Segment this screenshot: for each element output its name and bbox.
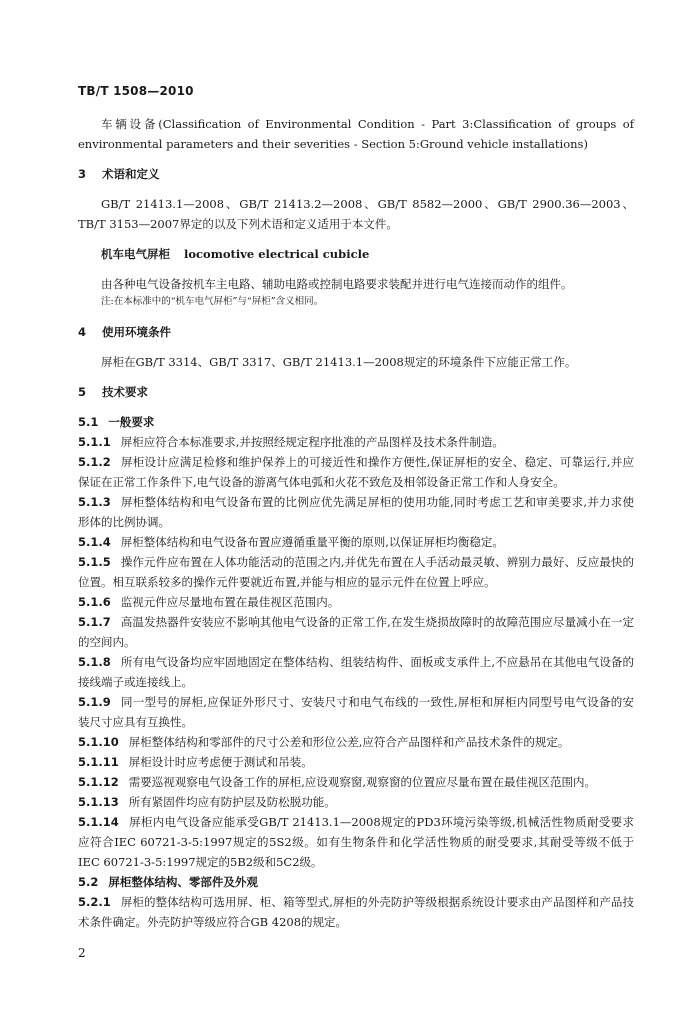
clause bbox=[78, 772, 634, 792]
clause-text: 所有紧固件均应有防护层及防松脱功能。 bbox=[128, 795, 336, 809]
clause-text: 屏柜整体结构、零部件及外观 bbox=[108, 875, 258, 889]
clause-number: 5.1.9 bbox=[78, 695, 111, 709]
clause-number: 5.1.4 bbox=[78, 535, 111, 549]
clause-text: 操作元件应布置在人体功能活动的范围之内,并优先布置在人手活动最灵敏、辨别力最好、反应最快的位置。相互联系较多的操作元件要就近布置,并能与相应的显示元件在位置上呼应。 bbox=[78, 555, 634, 589]
section-number: 5 bbox=[78, 385, 87, 399]
clause bbox=[78, 532, 634, 552]
clause bbox=[78, 432, 634, 452]
term-entry bbox=[101, 244, 634, 264]
clause-text: 屏柜设计时应考虑便于测试和吊装。 bbox=[128, 755, 313, 769]
clause-text: 屏柜整体结构和零部件的尺寸公差和形位公差,应符合产品图样和产品技术条件的规定。 bbox=[128, 735, 570, 749]
section-4-paragraph: 屏柜在GB/T 3314、GB/T 3317、GB/T 21413.1—2008规定的环境条件下应能正常工作。 bbox=[101, 355, 577, 369]
clause-number: 5.1.3 bbox=[78, 495, 111, 509]
clause-number: 5.1.6 bbox=[78, 595, 111, 609]
clause bbox=[78, 652, 634, 692]
clause-number: 5.2 bbox=[78, 875, 99, 889]
clause-text: 屏柜设计应满足检修和维护保养上的可接近性和操作方便性,保证屏柜的安全、稳定、可靠运行,并应保证在正常工作条件下,电气设备的游离气体电弧和火花不致危及相邻设备正常工作和人身安全。 bbox=[78, 455, 634, 489]
standard-code-header: TB/T 1508—2010 bbox=[78, 84, 194, 98]
clause-text: 一般要求 bbox=[108, 415, 155, 429]
section-heading-5 bbox=[78, 382, 634, 402]
section-title: 使用环境条件 bbox=[102, 325, 171, 339]
clause-number: 5.1.7 bbox=[78, 615, 111, 629]
clause bbox=[78, 612, 634, 652]
clause-text: 屏柜的整体结构可选用屏、柜、箱等型式,屏柜的外壳防护等级根据系统设计要求由产品图样和产品技术条件确定。外壳防护等级应符合GB 4208的规定。 bbox=[78, 895, 634, 929]
section-heading-4 bbox=[78, 322, 634, 342]
clause-number: 5.1.5 bbox=[78, 555, 111, 569]
clause-text: 屏柜内电气设备应能承受GB/T 21413.1—2008规定的PD3环境污染等级,机械活性物质耐受要求应符合IEC 60721-3-5:1997规定的5S2级。如有生物条件和化学活性物质的耐受要求,其耐受等级不低于IEC 60721-3-5:1997规定的5B2级和5C2级。 bbox=[78, 815, 634, 869]
clause-number: 5.1.2 bbox=[78, 455, 111, 469]
clause-text: 屏柜整体结构和电气设备布置的比例应优先满足屏柜的使用功能,同时考虑工艺和审美要求,并力求使形体的比例协调。 bbox=[78, 495, 634, 529]
clause-number: 5.1.14 bbox=[78, 815, 119, 829]
clause-number: 5.1.1 bbox=[78, 435, 111, 449]
clause bbox=[78, 692, 634, 732]
clause bbox=[78, 452, 634, 492]
clause bbox=[78, 552, 634, 592]
clause-text: 屏柜应符合本标准要求,并按照经规定程序批准的产品图样及技术条件制造。 bbox=[120, 435, 504, 449]
page-number: 2 bbox=[78, 946, 86, 960]
clause-number: 5.1 bbox=[78, 415, 99, 429]
clause-list bbox=[78, 412, 634, 932]
section-heading-3 bbox=[78, 164, 634, 184]
clause-text: 高温发热器件安装应不影响其他电气设备的正常工作,在发生烧损故障时的故障范围应尽量减小在一定的空间内。 bbox=[78, 615, 634, 649]
section-number: 4 bbox=[78, 325, 87, 339]
clause bbox=[78, 792, 634, 812]
term-english: locomotive electrical cubicle bbox=[184, 247, 370, 261]
clause-number: 5.1.8 bbox=[78, 655, 111, 669]
clause bbox=[78, 732, 634, 752]
clause bbox=[78, 492, 634, 532]
clause-text: 屏柜整体结构和电气设备布置应遵循重量平衡的原则,以保证屏柜均衡稳定。 bbox=[120, 535, 504, 549]
term-note: 注:在本标准中的“机车电气屏柜”与“屏柜”含义相同。 bbox=[101, 296, 324, 307]
section-title: 术语和定义 bbox=[102, 167, 160, 181]
clause-number: 5.1.12 bbox=[78, 775, 119, 789]
section-title: 技术要求 bbox=[102, 385, 148, 399]
section-number: 3 bbox=[78, 167, 87, 181]
page-content bbox=[78, 114, 634, 932]
clause-text: 所有电气设备均应牢固地固定在整体结构、组装结构件、面板或支承件上,不应悬吊在其他电气设备的接线端子或连接线上。 bbox=[78, 655, 634, 689]
intro-paragraph: 车辆设备(Classification of Environmental Condition - Part 3:Classification of groups of environmental parameters and their severities - Section 5:Ground vehicle installations) bbox=[78, 117, 634, 151]
clause-text: 需要巡视观察电气设备工作的屏柜,应设观察窗,观察窗的位置应尽量布置在最佳视区范围内。 bbox=[128, 775, 597, 789]
clause-text: 监视元件应尽量地布置在最佳视区范围内。 bbox=[120, 595, 340, 609]
term-chinese: 机车电气屏柜 bbox=[101, 247, 170, 261]
clause-number: 5.1.11 bbox=[78, 755, 119, 769]
clause bbox=[78, 752, 634, 772]
clause bbox=[78, 892, 634, 932]
clause bbox=[78, 592, 634, 612]
clause-number: 5.1.13 bbox=[78, 795, 119, 809]
clause-text: 同一型号的屏柜,应保证外形尺寸、安装尺寸和电气布线的一致性,屏柜和屏柜内同型号电气设备的安装尺寸应具有互换性。 bbox=[78, 695, 634, 729]
clause bbox=[78, 412, 634, 432]
clause bbox=[78, 812, 634, 872]
term-definition: 由各种电气设备按机车主电路、辅助电路或控制电路要求装配并进行电气连接而动作的组件。 bbox=[101, 277, 573, 291]
section-3-paragraph: GB/T 21413.1—2008、GB/T 21413.2—2008、GB/T 8582—2000、GB/T 2900.36—2003、TB/T 3153—2007界定的以及下列术语和定义适用于本文件。 bbox=[78, 197, 634, 231]
clause bbox=[78, 872, 634, 892]
clause-number: 5.2.1 bbox=[78, 895, 111, 909]
clause-number: 5.1.10 bbox=[78, 735, 119, 749]
